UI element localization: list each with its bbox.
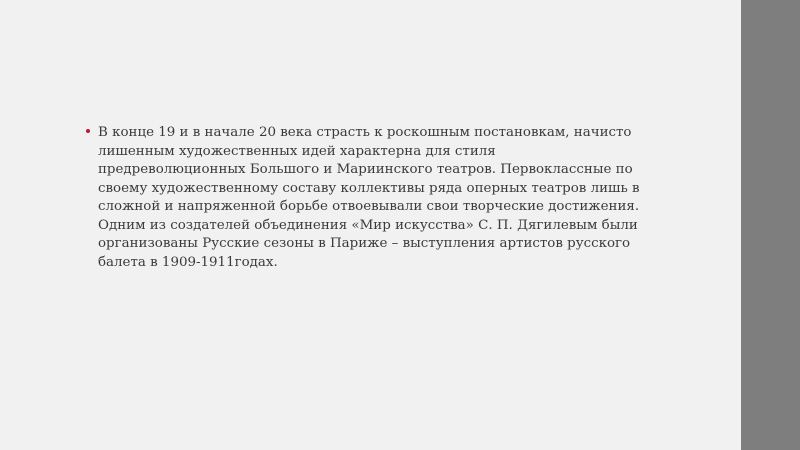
slide-content: [86, 124, 646, 272]
bullet-dot-icon: [86, 129, 90, 133]
bullet-item: [86, 124, 646, 272]
bullet-text: В конце 19 и в начале 20 века страсть к роскошным постановкам, начисто лишенным художественных идей характерна для стиля предреволюционных Большого и Мариинского театров. Первоклассные по своему художественному составу коллективы ряда оперных театров лишь в сложной и напряженной борьбе отвоевывали свои творческие достижения. Одним из создателей объединения «Мир искусства» С. П. Дягилевым были организованы Русские сезоны в Париже – выступления артистов русского балета в 1909-1911годах.: [98, 125, 640, 270]
side-decoration-bar: [741, 0, 800, 450]
